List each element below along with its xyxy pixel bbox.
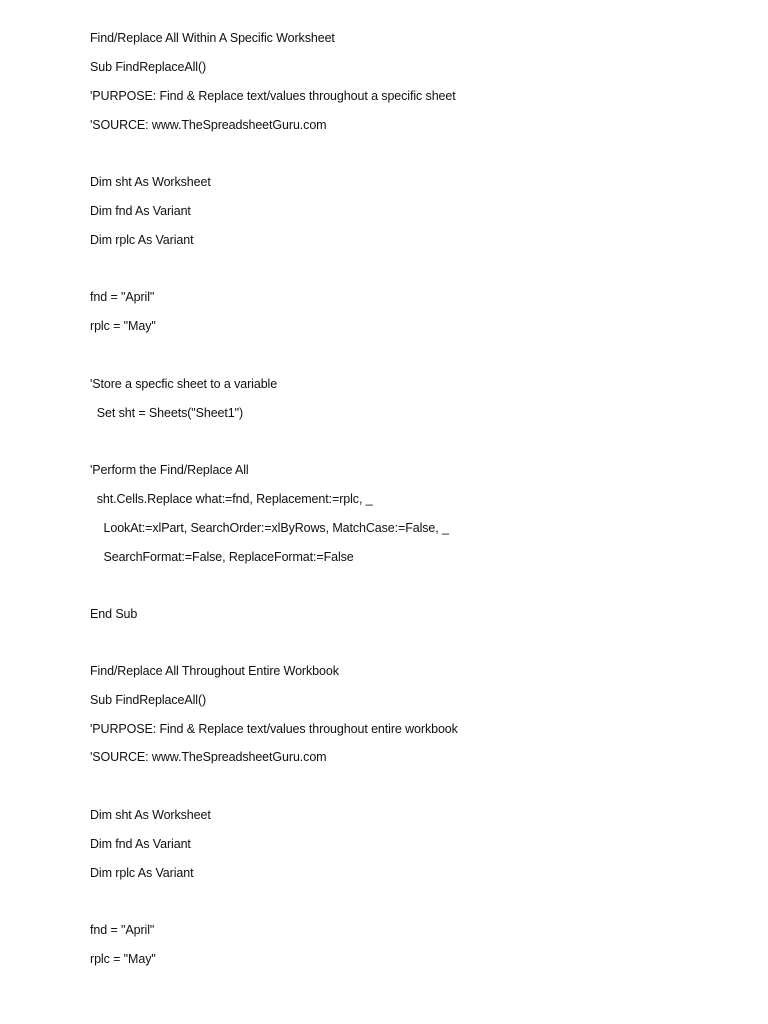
section1-replace-line-3: SearchFormat:=False, ReplaceFormat:=False [90,550,354,564]
section1-dim-sht: Dim sht As Worksheet [90,175,211,189]
section1-assign-rplc: rplc = "May" [90,319,156,333]
section1-dim-rplc: Dim rplc As Variant [90,233,194,247]
section1-dim-fnd: Dim fnd As Variant [90,204,191,218]
section1-source-comment: 'SOURCE: www.TheSpreadsheetGuru.com [90,118,327,132]
section1-purpose-comment: 'PURPOSE: Find & Replace text/values throughout a specific sheet [90,89,456,103]
section2-assign-rplc: rplc = "May" [90,952,156,966]
section1-replace-line-1: sht.Cells.Replace what:=fnd, Replacement:=rplc, _ [90,492,373,506]
section2-dim-sht: Dim sht As Worksheet [90,808,211,822]
section1-heading: Find/Replace All Within A Specific Worksheet [90,31,335,45]
section2-sub-declaration: Sub FindReplaceAll() [90,693,207,707]
section1-set-sht: Set sht = Sheets("Sheet1") [90,406,244,420]
section2-assign-fnd: fnd = "April" [90,923,155,937]
section1-sub-declaration: Sub FindReplaceAll() [90,60,207,74]
section1-assign-fnd: fnd = "April" [90,290,155,304]
section1-end-sub: End Sub [90,607,138,621]
section2-dim-fnd: Dim fnd As Variant [90,837,191,851]
section2-heading: Find/Replace All Throughout Entire Workbook [90,664,339,678]
section2-purpose-comment: 'PURPOSE: Find & Replace text/values throughout entire workbook [90,722,458,736]
section2-source-comment: 'SOURCE: www.TheSpreadsheetGuru.com [90,750,327,764]
section2-dim-rplc: Dim rplc As Variant [90,866,194,880]
section1-perform-comment: 'Perform the Find/Replace All [90,463,249,477]
section1-store-comment: 'Store a specfic sheet to a variable [90,377,278,391]
section1-replace-line-2: LookAt:=xlPart, SearchOrder:=xlByRows, MatchCase:=False, _ [90,521,449,535]
